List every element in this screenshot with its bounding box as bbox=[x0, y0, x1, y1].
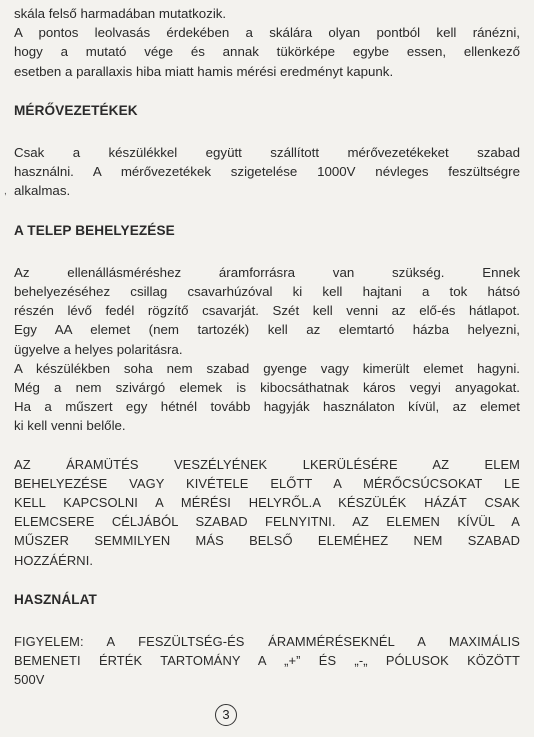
text-line: behelyezéséhez csillag csavarhúzóval ki kell hajtani a tok hátsó bbox=[14, 284, 520, 300]
text-line: Egy AA elemet (nem tartozék) kell az elemtartó házba helyezni, bbox=[14, 322, 520, 338]
text-line: BEHELYEZÉSE VAGY KIVÉTELE ELŐTT A MÉRŐCSÚCSOKAT LE bbox=[14, 475, 520, 491]
section-heading-hasznalat: HASZNÁLAT bbox=[14, 591, 97, 607]
text-line: ügyelve a helyes polaritásra. bbox=[14, 341, 183, 357]
text-line: BEMENETI ÉRTÉK TARTOMÁNY A „+” ÉS „-„ PÓLUSOK KÖZÖTT bbox=[14, 653, 520, 669]
text-line: esetben a parallaxis hiba miatt hamis mérési eredményt kapunk. bbox=[14, 63, 394, 79]
text-line: részén lévő fedél rögzítő csavarját. Szét kell venni az elő-és hátlapot. bbox=[14, 303, 520, 319]
text-line: 500V bbox=[14, 672, 45, 688]
text-line: MŰSZER SEMMILYEN MÁS BELSŐ ELEMÉHEZ NEM SZABAD bbox=[14, 533, 520, 549]
text-line: ki kell venni belőle. bbox=[14, 418, 126, 434]
text-line: hogy a mutató vége és annak tükörképe egybe essen, ellenkező bbox=[14, 44, 520, 60]
text-line: A pontos leolvasás érdekében a skálára olyan pontból kell ránézni, bbox=[14, 25, 520, 41]
text-line: Csak a készülékkel együtt szállított mérővezetékeket szabad bbox=[14, 145, 520, 161]
text-line: ELEMCSERE CÉLJÁBÓL SZABAD FELNYITNI. AZ ELEMEN KÍVÜL A bbox=[14, 514, 520, 530]
text-line: skála felső harmadában mutatkozik. bbox=[14, 6, 227, 21]
text-line: KELL KAPCSOLNI A MÉRÉSI HELYRŐL.A KÉSZÜLÉK HÁZÁT CSAK bbox=[14, 495, 520, 511]
text-line: Az ellenállásméréshez áramforrásra van szükség. Ennek bbox=[14, 264, 520, 280]
telep-paragraph bbox=[14, 263, 520, 436]
manual-page bbox=[4, 4, 520, 690]
text-line: Ha a műszert egy hétnél tovább hagyják használaton kívül, az elemet bbox=[14, 399, 520, 415]
intro-paragraph bbox=[14, 4, 520, 81]
safety-warning-paragraph bbox=[14, 455, 520, 570]
text-line: HOZZÁÉRNI. bbox=[14, 552, 94, 568]
text-line: alkalmas. bbox=[14, 183, 71, 199]
text-line: használni. A mérővezetékek szigetelése 1000V névleges feszültségre bbox=[14, 164, 520, 180]
page-number-badge: 3 bbox=[215, 704, 237, 726]
section-heading-merovezetekek: MÉRŐVEZETÉKEK bbox=[14, 102, 138, 118]
text-line: A készülékben soha nem szabad gyenge vagy kimerült elemet hagyni. bbox=[14, 360, 520, 376]
margin-mark: , bbox=[4, 186, 7, 197]
text-line: AZ ÁRAMÜTÉS VESZÉLYÉNEK LKERÜLÉSÉRE AZ ELEM bbox=[14, 456, 520, 472]
text-line: Még a nem szivárgó elemek is kibocsáthatnak káros vegyi anyagokat. bbox=[14, 380, 520, 396]
section-heading-telep: A TELEP BEHELYEZÉSE bbox=[14, 222, 175, 238]
hasznalat-paragraph bbox=[14, 632, 520, 690]
merovezetekek-paragraph bbox=[14, 143, 520, 201]
text-line: FIGYELEM: A FESZÜLTSÉG-ÉS ÁRAMMÉRÉSEKNÉL A MAXIMÁLIS bbox=[14, 634, 520, 650]
